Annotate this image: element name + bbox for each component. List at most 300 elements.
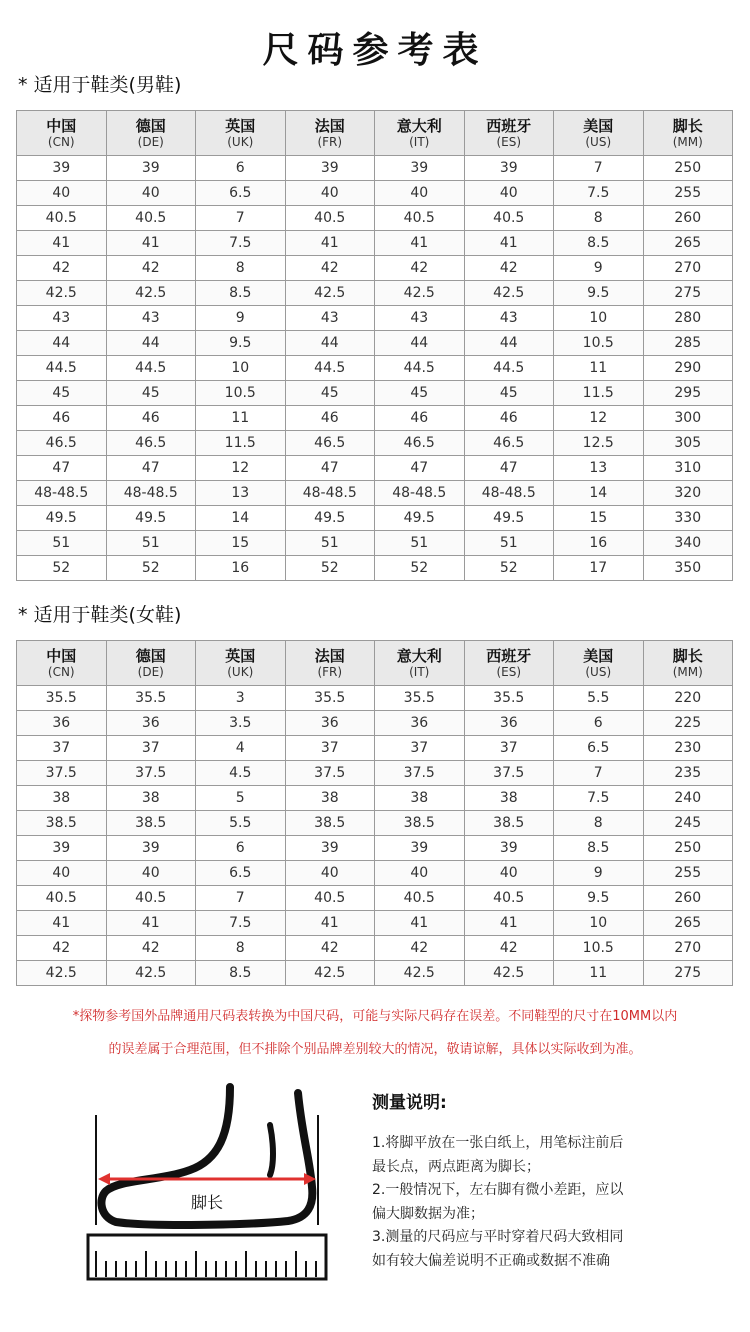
table-cell: 49.5	[375, 506, 465, 531]
table-cell: 52	[285, 556, 375, 581]
table-cell: 265	[643, 911, 733, 936]
table-cell: 8	[196, 256, 286, 281]
table-cell: 48-48.5	[17, 481, 107, 506]
table-cell: 47	[285, 456, 375, 481]
instruction-line: 1.将脚平放在一张白纸上，用笔标注前后	[372, 1135, 624, 1151]
table-cell: 45	[106, 381, 196, 406]
instruction-line: 2.一般情况下，左右脚有微小差距，应以	[372, 1182, 624, 1198]
table-cell: 6.5	[196, 861, 286, 886]
table-cell: 42.5	[106, 961, 196, 986]
column-header-cn: 脚长	[672, 646, 703, 665]
table-row	[17, 686, 733, 711]
table-cell: 52	[17, 556, 107, 581]
table-cell: 40.5	[375, 886, 465, 911]
table-cell: 5	[196, 786, 286, 811]
table-cell: 40.5	[17, 206, 107, 231]
column-header-en: (DE)	[137, 664, 164, 679]
table-cell: 36	[106, 711, 196, 736]
table-row	[17, 356, 733, 381]
table-cell: 41	[375, 911, 465, 936]
table-cell: 52	[106, 556, 196, 581]
table-cell: 3	[196, 686, 286, 711]
column-header-en: (CN)	[47, 134, 75, 149]
column-header-cn: 西班牙	[486, 646, 532, 665]
table-cell: 37	[17, 736, 107, 761]
table-cell: 44.5	[17, 356, 107, 381]
column-header-en: (FR)	[317, 134, 343, 149]
column-header-cn: 德国	[135, 116, 166, 135]
column-header-cn: 德国	[135, 646, 166, 665]
table-cell: 340	[643, 531, 733, 556]
table-cell: 42	[375, 256, 465, 281]
column-header-en: (ES)	[496, 134, 522, 149]
instructions-body	[372, 1132, 702, 1273]
table-cell: 6	[196, 836, 286, 861]
table-cell: 42	[285, 256, 375, 281]
column-header	[196, 111, 286, 156]
table-cell: 41	[17, 231, 107, 256]
table-cell: 8.5	[554, 231, 644, 256]
table-cell: 48-48.5	[285, 481, 375, 506]
column-header-en: (MM)	[672, 134, 703, 149]
table-cell: 44.5	[106, 356, 196, 381]
table-cell: 220	[643, 686, 733, 711]
table-cell: 38.5	[375, 811, 465, 836]
table-cell: 44.5	[464, 356, 554, 381]
column-header-cn: 美国	[583, 116, 614, 135]
table-cell: 320	[643, 481, 733, 506]
table-cell: 40.5	[285, 886, 375, 911]
table-cell: 47	[464, 456, 554, 481]
table-cell: 52	[464, 556, 554, 581]
table-cell: 12	[554, 406, 644, 431]
table-cell: 250	[643, 836, 733, 861]
table-row	[17, 431, 733, 456]
table-cell: 9.5	[554, 886, 644, 911]
table-cell: 8.5	[554, 836, 644, 861]
table-cell: 17	[554, 556, 644, 581]
table-cell: 40	[285, 181, 375, 206]
column-header	[17, 641, 107, 686]
table-cell: 49.5	[285, 506, 375, 531]
table-row	[17, 206, 733, 231]
table-cell: 40.5	[17, 886, 107, 911]
table-cell: 41	[285, 231, 375, 256]
table-cell: 7	[554, 761, 644, 786]
table-cell: 300	[643, 406, 733, 431]
table-row	[17, 556, 733, 581]
instruction-line: 最长点，两点距离为脚长；	[372, 1158, 540, 1175]
table-cell: 39	[17, 156, 107, 181]
table-row	[17, 886, 733, 911]
table-cell: 37	[285, 736, 375, 761]
table-cell: 39	[17, 836, 107, 861]
table-cell: 11	[554, 356, 644, 381]
table-cell: 42	[106, 256, 196, 281]
table-cell: 43	[106, 306, 196, 331]
page-title: 尺码参考表	[262, 30, 488, 71]
table-cell: 15	[196, 531, 286, 556]
table-cell: 5.5	[554, 686, 644, 711]
table-cell: 44.5	[285, 356, 375, 381]
table-cell: 46.5	[17, 431, 107, 456]
table-cell: 45	[464, 381, 554, 406]
table-row	[17, 861, 733, 886]
column-header-en: (CN)	[47, 664, 75, 679]
table-cell: 47	[106, 456, 196, 481]
table-cell: 36	[375, 711, 465, 736]
table-cell: 43	[285, 306, 375, 331]
table-cell: 46.5	[106, 431, 196, 456]
table-cell: 8.5	[196, 961, 286, 986]
table-cell: 38.5	[464, 811, 554, 836]
table-cell: 41	[106, 231, 196, 256]
table-row	[17, 711, 733, 736]
table-cell: 37.5	[285, 761, 375, 786]
table-cell: 38.5	[106, 811, 196, 836]
table-cell: 39	[464, 836, 554, 861]
arrow-left-head	[98, 1173, 110, 1185]
table-cell: 39	[375, 156, 465, 181]
table-cell: 40	[464, 181, 554, 206]
table-cell: 6.5	[554, 736, 644, 761]
table-cell: 42.5	[106, 281, 196, 306]
table-cell: 40	[106, 181, 196, 206]
table-cell: 265	[643, 231, 733, 256]
table-cell: 49.5	[106, 506, 196, 531]
table-cell: 10	[196, 356, 286, 381]
table-cell: 10.5	[554, 936, 644, 961]
table-cell: 38	[285, 786, 375, 811]
column-header-cn: 意大利	[396, 116, 442, 135]
table-cell: 310	[643, 456, 733, 481]
table-cell: 6	[196, 156, 286, 181]
table-cell: 16	[554, 531, 644, 556]
table-cell: 36	[17, 711, 107, 736]
table-cell: 10	[554, 306, 644, 331]
table-cell: 37	[106, 736, 196, 761]
table-cell: 7.5	[554, 181, 644, 206]
table-cell: 42.5	[464, 281, 554, 306]
table-cell: 35.5	[106, 686, 196, 711]
table-cell: 40.5	[106, 206, 196, 231]
women-section-label: * 适用于鞋类(女鞋)	[18, 604, 182, 626]
table-cell: 11.5	[196, 431, 286, 456]
table-cell: 41	[106, 911, 196, 936]
table-row	[17, 736, 733, 761]
table-cell: 41	[464, 231, 554, 256]
table-cell: 15	[554, 506, 644, 531]
table-cell: 9	[554, 861, 644, 886]
column-header-cn: 美国	[583, 646, 614, 665]
table-row	[17, 531, 733, 556]
table-row	[17, 506, 733, 531]
table-cell: 46	[285, 406, 375, 431]
table-cell: 275	[643, 281, 733, 306]
column-header	[196, 641, 286, 686]
column-header-en: (IT)	[409, 664, 430, 679]
column-header	[554, 111, 644, 156]
column-header	[106, 641, 196, 686]
table-cell: 40	[17, 181, 107, 206]
table-cell: 37.5	[17, 761, 107, 786]
table-row	[17, 936, 733, 961]
table-cell: 280	[643, 306, 733, 331]
table-cell: 38.5	[285, 811, 375, 836]
table-cell: 255	[643, 181, 733, 206]
table-cell: 7	[196, 886, 286, 911]
table-cell: 43	[375, 306, 465, 331]
table-cell: 42.5	[464, 961, 554, 986]
table-cell: 44	[17, 331, 107, 356]
table-cell: 13	[196, 481, 286, 506]
table-cell: 10.5	[554, 331, 644, 356]
table-cell: 46	[17, 406, 107, 431]
table-cell: 39	[375, 836, 465, 861]
table-cell: 38	[375, 786, 465, 811]
table-cell: 40.5	[106, 886, 196, 911]
table-row	[17, 481, 733, 506]
table-cell: 46	[106, 406, 196, 431]
table-cell: 3.5	[196, 711, 286, 736]
table-cell: 230	[643, 736, 733, 761]
table-cell: 42.5	[17, 961, 107, 986]
table-row	[17, 456, 733, 481]
table-cell: 8.5	[196, 281, 286, 306]
table-cell: 45	[285, 381, 375, 406]
table-cell: 39	[106, 836, 196, 861]
table-cell: 42.5	[375, 281, 465, 306]
table-cell: 270	[643, 256, 733, 281]
table-cell: 40.5	[464, 206, 554, 231]
table-cell: 9.5	[554, 281, 644, 306]
table-row	[17, 281, 733, 306]
table-cell: 37	[375, 736, 465, 761]
column-header	[464, 641, 554, 686]
table-cell: 11	[196, 406, 286, 431]
table-cell: 7	[196, 206, 286, 231]
table-row	[17, 156, 733, 181]
table-cell: 245	[643, 811, 733, 836]
table-cell: 38.5	[17, 811, 107, 836]
instruction-line: 偏大脚数据为准；	[372, 1205, 484, 1222]
table-cell: 40.5	[375, 206, 465, 231]
table-cell: 51	[17, 531, 107, 556]
table-cell: 44	[464, 331, 554, 356]
table-cell: 350	[643, 556, 733, 581]
table-cell: 40	[375, 181, 465, 206]
table-cell: 235	[643, 761, 733, 786]
column-header-en: (UK)	[227, 664, 254, 679]
table-cell: 7.5	[196, 231, 286, 256]
table-cell: 42.5	[17, 281, 107, 306]
table-cell: 40	[106, 861, 196, 886]
table-cell: 46.5	[375, 431, 465, 456]
table-cell: 42.5	[285, 961, 375, 986]
column-header-cn: 意大利	[396, 646, 442, 665]
table-cell: 40	[464, 861, 554, 886]
column-header	[17, 111, 107, 156]
column-header	[643, 111, 733, 156]
table-row	[17, 306, 733, 331]
table-cell: 42.5	[285, 281, 375, 306]
table-cell: 290	[643, 356, 733, 381]
table-cell: 42.5	[375, 961, 465, 986]
table-cell: 36	[464, 711, 554, 736]
table-cell: 48-48.5	[464, 481, 554, 506]
table-cell: 9	[196, 306, 286, 331]
table-cell: 51	[375, 531, 465, 556]
foot-measurement-diagram	[80, 1075, 340, 1285]
column-header-cn: 中国	[46, 116, 77, 135]
column-header-cn: 西班牙	[486, 116, 532, 135]
column-header-en: (ES)	[496, 664, 522, 679]
column-header-en: (UK)	[227, 134, 254, 149]
table-cell: 43	[17, 306, 107, 331]
table-cell: 40.5	[285, 206, 375, 231]
table-cell: 42	[285, 936, 375, 961]
table-cell: 45	[17, 381, 107, 406]
table-cell: 42	[17, 936, 107, 961]
table-cell: 35.5	[464, 686, 554, 711]
table-cell: 10	[554, 911, 644, 936]
table-cell: 46	[464, 406, 554, 431]
column-header	[464, 111, 554, 156]
table-cell: 12.5	[554, 431, 644, 456]
table-cell: 41	[375, 231, 465, 256]
table-cell: 16	[196, 556, 286, 581]
table-row	[17, 961, 733, 986]
table-cell: 240	[643, 786, 733, 811]
table-cell: 40	[375, 861, 465, 886]
table-cell: 35.5	[375, 686, 465, 711]
table-cell: 12	[196, 456, 286, 481]
table-cell: 41	[464, 911, 554, 936]
table-cell: 39	[106, 156, 196, 181]
table-cell: 39	[285, 156, 375, 181]
table-cell: 48-48.5	[375, 481, 465, 506]
table-cell: 46	[375, 406, 465, 431]
table-cell: 11.5	[554, 381, 644, 406]
table-cell: 46.5	[285, 431, 375, 456]
table-cell: 47	[375, 456, 465, 481]
table-row	[17, 381, 733, 406]
table-cell: 37.5	[464, 761, 554, 786]
table-cell: 51	[464, 531, 554, 556]
instructions-title: 测量说明:	[372, 1093, 447, 1113]
table-cell: 41	[285, 911, 375, 936]
table-cell: 48-48.5	[106, 481, 196, 506]
table-cell: 38	[464, 786, 554, 811]
column-header-cn: 中国	[46, 646, 77, 665]
table-cell: 14	[554, 481, 644, 506]
table-cell: 330	[643, 506, 733, 531]
column-header-cn: 法国	[314, 116, 345, 135]
table-cell: 44	[375, 331, 465, 356]
table-cell: 45	[375, 381, 465, 406]
column-header-en: (US)	[585, 664, 612, 679]
column-header-cn: 英国	[225, 646, 256, 665]
women-size-table	[16, 640, 733, 986]
column-header-en: (FR)	[317, 664, 343, 679]
table-cell: 52	[375, 556, 465, 581]
column-header	[375, 641, 465, 686]
table-cell: 35.5	[285, 686, 375, 711]
table-cell: 11	[554, 961, 644, 986]
column-header	[643, 641, 733, 686]
table-row	[17, 331, 733, 356]
table-cell: 39	[464, 156, 554, 181]
column-header-cn: 脚长	[672, 116, 703, 135]
table-cell: 41	[17, 911, 107, 936]
column-header-en: (US)	[585, 134, 612, 149]
table-cell: 40	[285, 861, 375, 886]
table-row	[17, 911, 733, 936]
table-cell: 36	[285, 711, 375, 736]
table-header-row	[17, 111, 733, 156]
table-row	[17, 231, 733, 256]
table-cell: 9.5	[196, 331, 286, 356]
table-cell: 10.5	[196, 381, 286, 406]
table-cell: 275	[643, 961, 733, 986]
foot-length-label: 脚长	[190, 1193, 224, 1212]
table-cell: 295	[643, 381, 733, 406]
column-header	[375, 111, 465, 156]
table-cell: 42	[464, 936, 554, 961]
table-cell: 305	[643, 431, 733, 456]
table-cell: 270	[643, 936, 733, 961]
table-cell: 8	[554, 811, 644, 836]
column-header	[106, 111, 196, 156]
table-cell: 44	[285, 331, 375, 356]
table-cell: 42	[464, 256, 554, 281]
disclaimer-line-2: 的误差属于合理范围，但不排除个别品牌差别较大的情况，敬请谅解，具体以实际收到为准。	[108, 1042, 642, 1057]
men-section-label: * 适用于鞋类(男鞋)	[18, 74, 182, 96]
disclaimer-line-1: *探物参考国外品牌通用尺码表转换为中国尺码，可能与实际尺码存在误差。不同鞋型的尺寸在10MM以内	[72, 1009, 678, 1024]
ankle-line	[270, 1125, 273, 1175]
table-cell: 37.5	[375, 761, 465, 786]
table-cell: 260	[643, 886, 733, 911]
table-cell: 37.5	[106, 761, 196, 786]
column-header-cn: 英国	[225, 116, 256, 135]
table-row	[17, 836, 733, 861]
table-cell: 44.5	[375, 356, 465, 381]
table-row	[17, 181, 733, 206]
table-cell: 8	[554, 206, 644, 231]
table-cell: 42	[17, 256, 107, 281]
table-row	[17, 811, 733, 836]
table-cell: 43	[464, 306, 554, 331]
table-cell: 44	[106, 331, 196, 356]
table-cell: 260	[643, 206, 733, 231]
table-cell: 8	[196, 936, 286, 961]
table-row	[17, 256, 733, 281]
men-size-table	[16, 110, 733, 581]
column-header-en: (DE)	[137, 134, 164, 149]
table-cell: 4.5	[196, 761, 286, 786]
table-cell: 49.5	[464, 506, 554, 531]
column-header	[285, 641, 375, 686]
table-cell: 42	[106, 936, 196, 961]
table-cell: 250	[643, 156, 733, 181]
table-row	[17, 406, 733, 431]
table-cell: 46.5	[464, 431, 554, 456]
table-cell: 39	[285, 836, 375, 861]
table-cell: 13	[554, 456, 644, 481]
column-header-en: (MM)	[672, 664, 703, 679]
table-cell: 37	[464, 736, 554, 761]
table-cell: 4	[196, 736, 286, 761]
